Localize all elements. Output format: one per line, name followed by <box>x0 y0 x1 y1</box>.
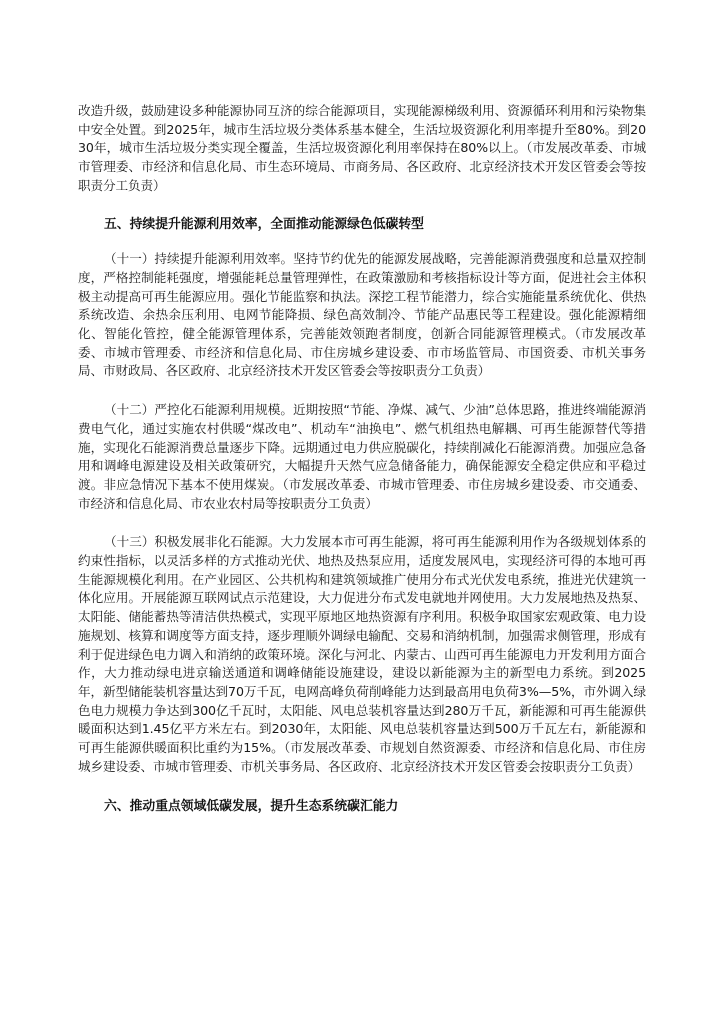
paragraph-item-13: （十三）积极发展非化石能源。大力发展本市可再生能源，将可再生能源利用作为各级规划体系的约束性指标，以灵活多样的方式推动光伏、地热及热泵应用，适度发展风电，实现经济可得的本地可再生能源规模化利用。在产业园区、公共机构和建筑领域推广使用分布式光伏发电系统，推进光伏建筑一体化应用。开展能源互联网试点示范建设，大力促进分布式发电就地并网使用。大力发展地热及热泵、太阳能、储能蓄热等清洁供热模式，实现平原地区地热资源有序利用。积极争取国家宏观政策、电力设施规划、核算和调度等方面支持，逐步理顺外调绿电输配、交易和消纳机制，加强需求侧管理，形成有利于促进绿色电力调入和消纳的政策环境。深化与河北、内蒙古、山西可再生能源电力开发利用方面合作，大力推动绿电进京输送通道和调峰储能设施建设，建设以新能源为主的新型电力系统。到2025年，新型储能装机容量达到70万千瓦，电网高峰负荷削峰能力达到最高用电负荷3%—5%，市外调入绿色电力规模力争达到300亿千瓦时，太阳能、风电总装机容量达到280万千瓦，新能源和可再生能源供暖面积达到1.45亿平方米左右。到2030年，太阳能、风电总装机容量达到500万千瓦左右，新能源和可再生能源供暖面积比重约为15%。（市发展改革委、市规划自然资源委、市经济和信息化局、市住房城乡建设委、市城市管理委、市机关事务局、各区政府、北京经济技术开发区管委会按职责分工负责） <box>78 534 646 774</box>
spacer <box>78 234 646 250</box>
section-heading-5: 五、持续提升能源利用效率，全面推动能源绿色低碳转型 <box>104 216 424 232</box>
spacer <box>78 513 646 533</box>
section-heading-6: 六、推动重点领域低碳发展，提升生态系统碳汇能力 <box>104 798 399 814</box>
document-page <box>78 102 646 816</box>
paragraph-item-11: （十一）持续提升能源利用效率。坚持节约优先的能源发展战略，完善能源消费强度和总量双控制度，严格控制能耗强度，增强能耗总量管理弹性，在政策激励和考核指标设计等方面，促进社会主体积极主动提高可再生能源应用。强化节能监察和执法。深挖工程节能潜力，综合实施能量系统优化、供热系统改造、余热余压利用、电网节能降损、绿色高效制冷、节能产品惠民等工程建设。强化能源精细化、智能化管控，健全能源管理体系，完善能效领跑者制度，创新合同能源管理模式。（市发展改革委、市城市管理委、市经济和信息化局、市住房城乡建设委、市市场监管局、市国资委、市机关事务局、市财政局、各区政府、北京经济技术开发区管委会等按职责分工负责） <box>78 251 646 379</box>
spacer <box>78 196 646 216</box>
paragraph-item-12: （十二）严控化石能源利用规模。近期按照“节能、净煤、减气、少油”总体思路，推进终端能源消费电气化，通过实施农村供暖“煤改电”、机动车“油换电”、燃气机组热电解耦、可再生能源替代等措施，实现化石能源消费总量逐步下降。远期通过电力供应脱碳化，持续削减化石能源消费。加强应急备用和调峰电源建设及相关政策研究，大幅提升天然气应急储备能力，确保能源安全稳定供应和平稳过渡。非应急情况下基本不使用煤炭。（市发展改革委、市城市管理委、市住房城乡建设委、市交通委、市经济和信息化局、市农业农村局等按职责分工负责） <box>78 402 646 511</box>
paragraph-continued: 改造升级，鼓励建设多种能源协同互济的综合能源项目，实现能源梯级利用、资源循环利用和污染物集中安全处置。到2025年，城市生活垃圾分类体系基本健全，生活垃圾资源化利用率提升至80%。到2030年，城市生活垃圾分类实现全覆盖，生活垃圾资源化利用率保持在80%以上。（市发展改革委、市城市管理委、市经济和信息化局、市生态环境局、市商务局、各区政府、北京经济技术开发区管委会等按职责分工负责） <box>78 103 646 193</box>
spacer <box>78 381 646 401</box>
spacer <box>78 777 646 798</box>
